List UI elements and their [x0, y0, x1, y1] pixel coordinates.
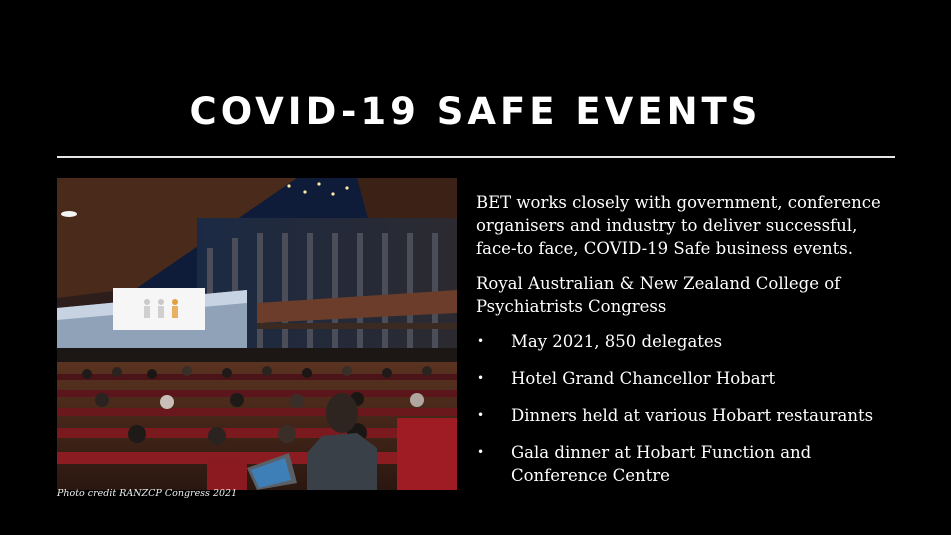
conference-photo — [57, 178, 457, 490]
photo-credit: Photo credit RANZCP Congress 2021 — [57, 488, 238, 499]
content-block — [476, 191, 896, 501]
list-item-text: Gala dinner at Hobart Function and Conference Centre — [511, 443, 812, 485]
list-item-text: Dinners held at various Hobart restaurants — [511, 406, 874, 425]
list-item-text: May 2021, 850 delegates — [511, 332, 723, 351]
bullet-icon: • — [477, 408, 485, 422]
event-details-list — [476, 330, 896, 487]
list-item-text: Hotel Grand Chancellor Hobart — [511, 369, 776, 388]
list-item — [476, 330, 896, 353]
list-item — [476, 367, 896, 390]
event-name: Royal Australian & New Zealand College of Psychiatrists Congress — [476, 274, 841, 316]
list-item — [476, 404, 896, 427]
intro-paragraph: BET works closely with government, conference organisers and industry to deliver successful, face-to face, COVID-19 Safe business events. — [476, 193, 881, 258]
bullet-icon: • — [477, 371, 485, 385]
list-item — [476, 441, 896, 487]
slide-title: COVID-19 SAFE EVENTS — [189, 90, 762, 133]
bullet-icon: • — [477, 445, 485, 459]
title-divider — [57, 156, 895, 158]
bullet-icon: • — [477, 334, 485, 348]
